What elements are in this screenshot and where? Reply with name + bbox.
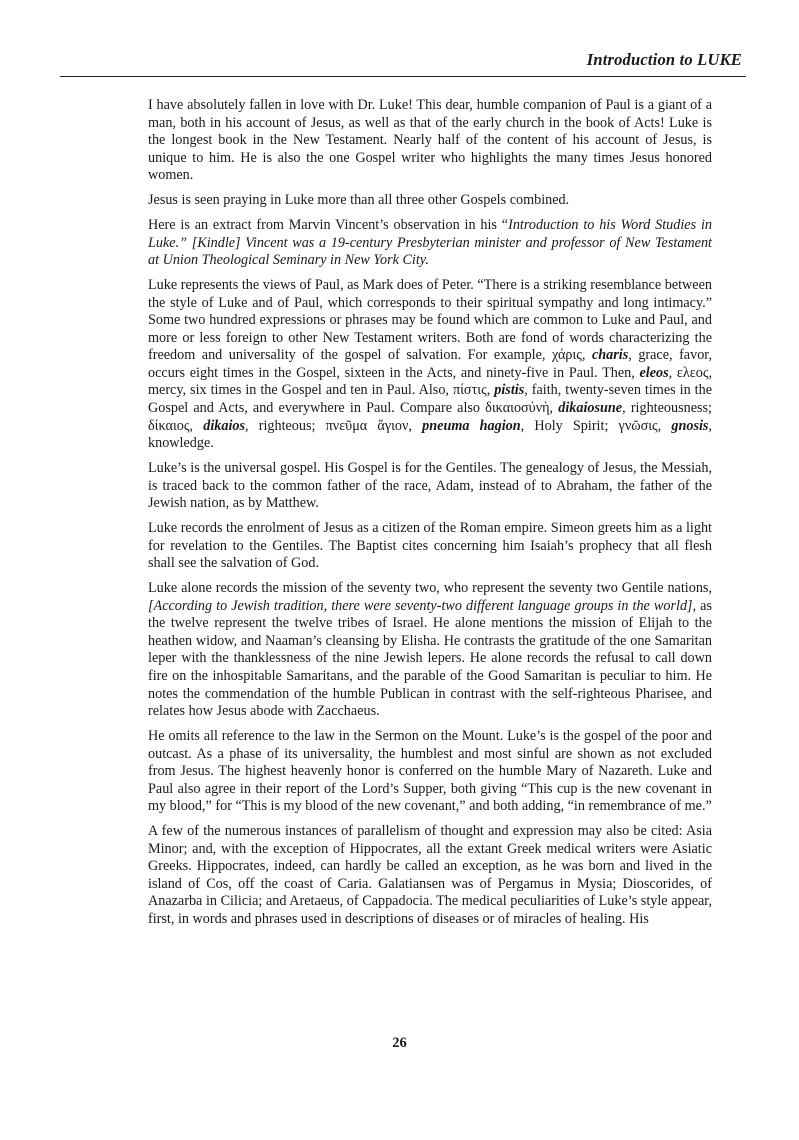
paragraph (148, 580, 712, 721)
text-run: , righteousness; δίκαιος, (148, 400, 712, 434)
text-run: Jesus is seen praying in Luke more than all three other Gospels combined. (148, 192, 570, 209)
text-run: I have absolutely fallen in love with Dr. Luke! This dear, humble companion of Paul is a giant of a man, both in his account of Jesus, as well as that of the early church in the book of Acts! Luke is the longest book in the New Testament. Nearly half of the content of his account of Jesus, is unique to him. He is also the one Gospel writer who highlights the many times Jesus honored women. (148, 97, 712, 184)
running-title: Introduction to LUKE (586, 50, 742, 69)
text-run: A few of the numerous instances of parallelism of thought and expression may also be cited: Asia Minor; and, with the exception of Hippocrates, all the extant Greek medical writers were Asiatic Greeks. Hippocrates, indeed, can hardly be called an exception, as he was born and lived in the island of Cos, off the coast of Caria. Galatiansen was of Pergamus in Mysia; Dioscorides, of Anazarba in Cilicia; and Aretaeus, of Cappadocia. The medical peculiarities of Luke’s style appear, first, in words and phrases used in descriptions of diseases or of miracles of healing. His (148, 823, 712, 928)
transliteration-term: dikaios (203, 417, 245, 434)
transliteration-term: eleos (639, 364, 669, 381)
page-number: 26 (392, 1035, 407, 1051)
text-run: Luke alone records the mission of the seventy two, who represent the seventy two Gentile nations, (148, 579, 712, 596)
transliteration-term: charis (591, 347, 629, 364)
paragraph (148, 520, 712, 573)
text-run: , ελεος, mercy, six times in the Gospel and ten in Paul. Also, πίστις, (148, 364, 712, 399)
paragraph (148, 192, 712, 210)
text-run: , Holy Spirit; γνῶσις, (520, 417, 672, 434)
italic-text: [According to Jewish tradition, there were seventy-two different language groups in the world] (148, 597, 693, 614)
transliteration-term: dikaiosune (558, 400, 623, 417)
paragraph (148, 460, 712, 513)
running-header (60, 50, 746, 77)
paragraph (148, 217, 712, 270)
text-run: Luke’s is the universal gospel. His Gospel is for the Gentiles. The genealogy of Jesus, the Messiah, is traced back to the common father of the race, Adam, instead of to Abraham, the father of the Jewish nation, as by Matthew. (148, 460, 712, 512)
transliteration-term: gnosis (671, 417, 709, 434)
text-run: , grace, favor, occurs eight times in the Gospel, sixteen in the Acts, and ninety-five in Paul. Then, (148, 347, 712, 381)
paragraph (148, 97, 712, 185)
transliteration-term: pneuma hagion (422, 417, 521, 434)
text-run: Luke represents the views of Paul, as Mark does of Peter. “There is a striking resemblance between the style of Luke and of Paul, which corresponds to their spiritual sympathy and long intimacy.” Some two hundred expressions or phrases may be found which are common to Luke and Paul, and more or less foreign to other New Testament writers. Both are fond of words characterizing the freedom and universality of the gospel of salvation. For example, χάρις, (148, 276, 712, 364)
text-run: Here is an extract from Marvin Vincent’s observation in his “ (148, 216, 509, 233)
text-run: , knowledge. (148, 417, 712, 452)
italic-text: Introduction to his Word Studies in Luke.” [Kindle] Vincent was a 19-century Presbyterian minister and professor of New Testament at Union Theological Seminary in New York City. (148, 216, 712, 269)
text-run: , righteous; πνεῦμα ἅγιον, (245, 417, 423, 434)
text-run: , faith, twenty-seven times in the Gospel and Acts, and everywhere in Paul. Compare also δικαιοσύνὴ, (148, 382, 713, 417)
text-run: He omits all reference to the law in the Sermon on the Mount. Luke’s is the gospel of the poor and outcast. As a phase of its universality, the humblest and most sinful are shown as not excluded from Jesus. The highest heavenly honor is conferred on the humble Mary of Nazareth. Luke and Paul also agree in their report of the Lord’s Supper, both giving “This cup is the new covenant in my blood,” for “This is my blood of the new covenant,” and both adding, “in remembrance of me.” (148, 727, 712, 815)
paragraph (148, 728, 712, 816)
text-run: , as the twelve represent the twelve tribes of Israel. He alone mentions the mission of Elijah to the heathen widow, and Naaman’s cleansing by Elisha. He contrasts the gratitude of the one Samaritan leper with the thanklessness of the nine Jewish lepers. He alone records the refusal to call down fire on the inhospitable Samaritans, and the parable of the Good Samaritan is peculiar to him. He notes the commendation of the humble Publican in contrast with the self-righteous Pharisee, and relates how Jesus abode with Zacchaeus. (148, 597, 712, 720)
body-text (148, 97, 712, 936)
paragraph (148, 823, 712, 929)
transliteration-term: pistis (494, 382, 525, 399)
paragraph (148, 277, 712, 453)
text-run: Luke records the enrolment of Jesus as a citizen of the Roman empire. Simeon greets him as a light for revelation to the Gentiles. The Baptist cites concerning him Isaiah’s prophecy that all flesh shall see the salvation of God. (148, 520, 712, 572)
